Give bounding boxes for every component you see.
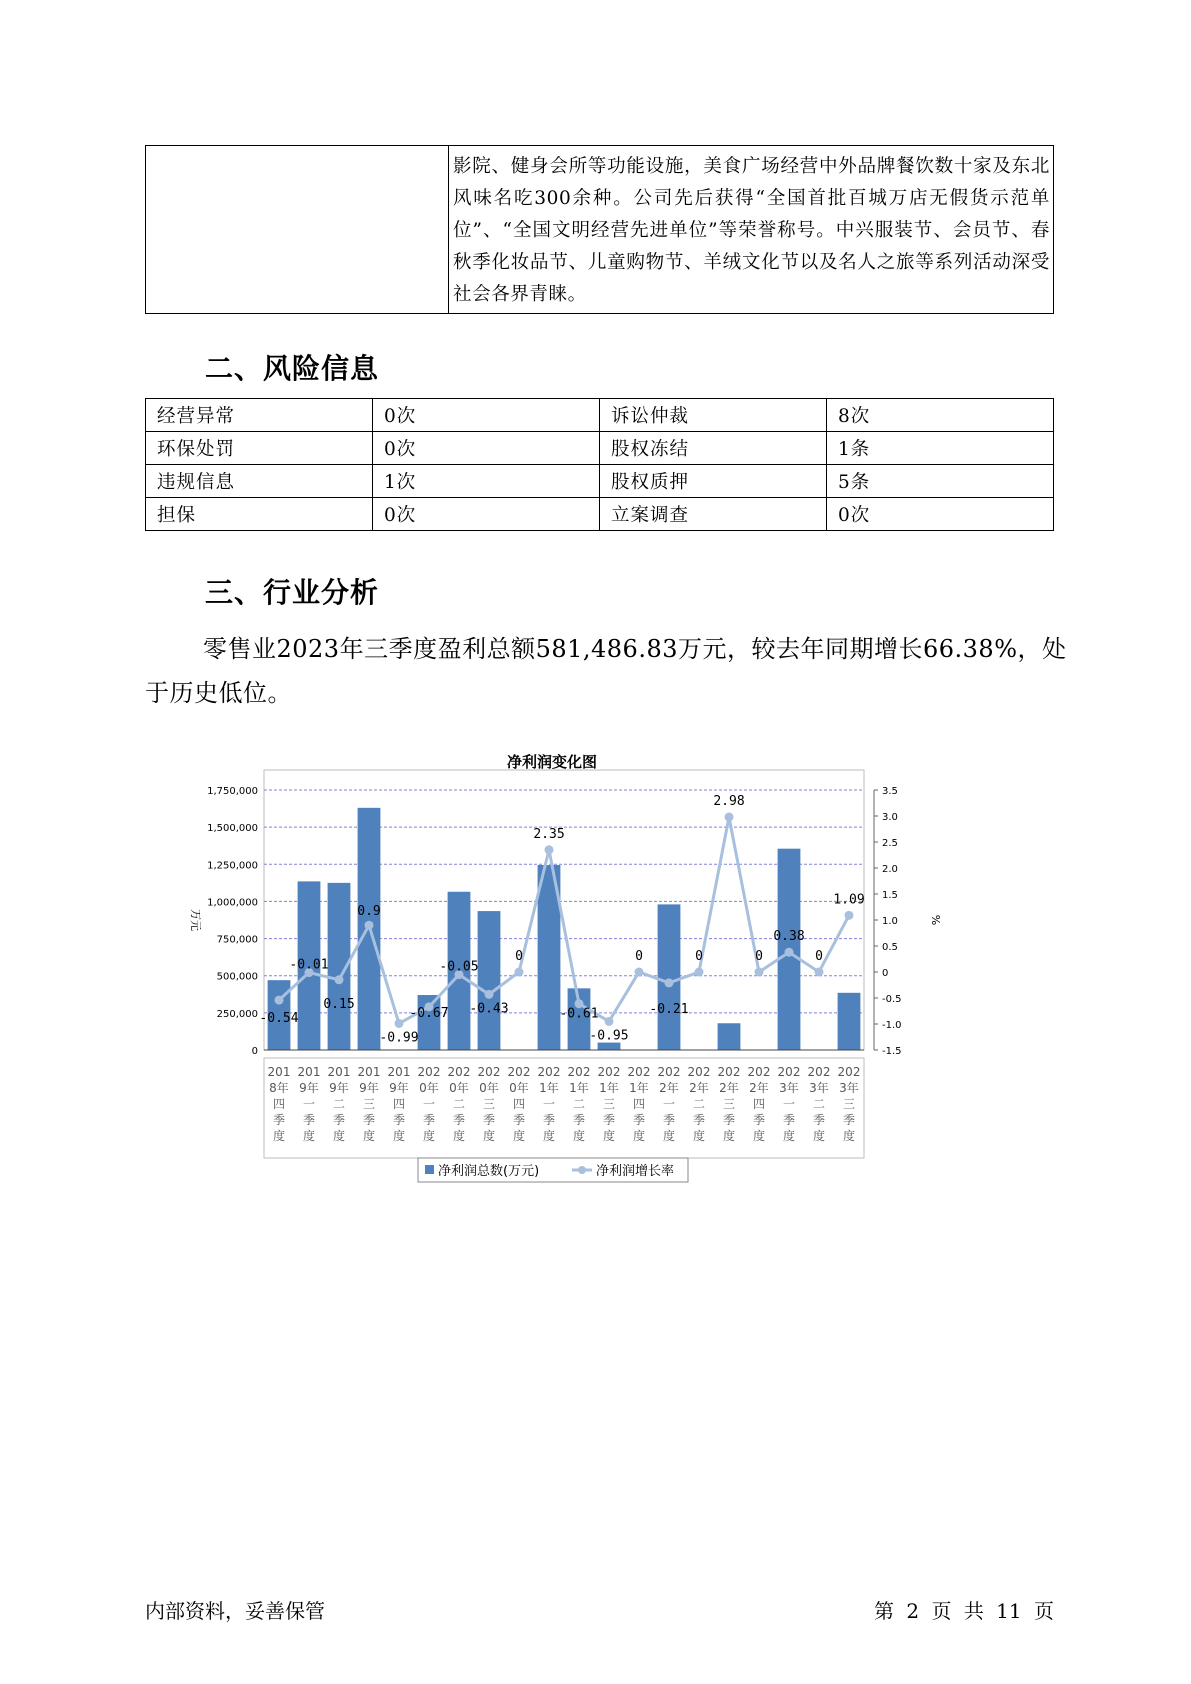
risk-row bbox=[146, 399, 1054, 432]
growth-rate-data-label: -0.54 bbox=[259, 1011, 299, 1027]
risk-row bbox=[146, 498, 1054, 531]
growth-rate-point bbox=[755, 968, 764, 977]
right-axis-tick-label: 1.5 bbox=[882, 890, 898, 901]
category-label: 202 0年二季度 bbox=[447, 1065, 471, 1143]
right-axis-tick-label: -0.5 bbox=[882, 994, 902, 1005]
category-label: 202 1年三季度 bbox=[597, 1065, 621, 1143]
category-label: 202 1年一季度 bbox=[537, 1065, 561, 1143]
category-label: 201 9年三季度 bbox=[357, 1065, 381, 1143]
chart-title: 净利润变化图 bbox=[506, 753, 598, 771]
risk-value: 1次 bbox=[373, 465, 600, 498]
risk-label: 股权质押 bbox=[600, 465, 827, 498]
category-label: 201 9年二季度 bbox=[327, 1065, 351, 1143]
category-label: 202 3年二季度 bbox=[807, 1065, 831, 1143]
category-label: 201 9年一季度 bbox=[297, 1065, 321, 1143]
growth-rate-data-label: -0.95 bbox=[589, 1028, 629, 1044]
growth-rate-point bbox=[635, 968, 644, 977]
right-axis-tick-label: 1.0 bbox=[882, 916, 898, 927]
right-axis-tick-label: 0 bbox=[882, 968, 889, 979]
growth-rate-data-label: -0.05 bbox=[439, 959, 479, 975]
growth-rate-point bbox=[605, 1017, 614, 1026]
right-axis-tick-label: 0.5 bbox=[882, 942, 898, 953]
industry-heading: 三、行业分析 bbox=[205, 576, 380, 609]
growth-rate-data-label: 0 bbox=[755, 949, 763, 964]
risk-label: 立案调查 bbox=[600, 498, 827, 531]
risk-value: 0次 bbox=[373, 399, 600, 432]
risk-label: 诉讼仲裁 bbox=[600, 399, 827, 432]
category-label: 202 0年四季度 bbox=[507, 1065, 531, 1143]
risk-row bbox=[146, 432, 1054, 465]
growth-rate-data-label: 0 bbox=[515, 949, 523, 964]
growth-rate-data-label: 0.38 bbox=[773, 929, 805, 945]
growth-rate-data-label: 2.35 bbox=[533, 826, 565, 842]
risk-value: 1条 bbox=[827, 432, 1054, 465]
net-profit-chart bbox=[180, 740, 940, 1200]
left-axis-tick-label: 1,000,000 bbox=[207, 897, 258, 909]
category-label: 201 9年四季度 bbox=[387, 1065, 411, 1143]
left-axis-tick-label: 1,250,000 bbox=[207, 860, 258, 872]
growth-rate-data-label: -0.21 bbox=[649, 1001, 689, 1017]
growth-rate-data-label: 2.98 bbox=[713, 794, 745, 810]
category-label: 202 0年一季度 bbox=[417, 1065, 441, 1143]
growth-rate-point bbox=[515, 968, 524, 977]
right-axis-tick-label: 3.0 bbox=[882, 812, 898, 823]
risk-label: 违规信息 bbox=[146, 465, 373, 498]
right-axis-tick-label: 3.5 bbox=[882, 786, 898, 797]
category-label: 202 3年三季度 bbox=[837, 1065, 861, 1143]
risk-label: 环保处罚 bbox=[146, 432, 373, 465]
growth-rate-point bbox=[485, 990, 494, 999]
growth-rate-data-label: -0.99 bbox=[379, 1030, 419, 1046]
category-label: 202 0年三季度 bbox=[477, 1065, 501, 1143]
category-label: 202 2年四季度 bbox=[747, 1065, 771, 1143]
category-label: 202 2年一季度 bbox=[657, 1065, 681, 1143]
legend-bar-label: 净利润总数(万元) bbox=[438, 1164, 540, 1179]
growth-rate-point bbox=[815, 968, 824, 977]
risk-label: 担保 bbox=[146, 498, 373, 531]
risk-value: 5条 bbox=[827, 465, 1054, 498]
industry-paragraph-text: 零售业2023年三季度盈利总额581,486.83万元，较去年同期增长66.38%，处于历史低位。 bbox=[145, 635, 1067, 707]
risk-value: 8次 bbox=[827, 399, 1054, 432]
growth-rate-data-label: 0 bbox=[635, 949, 643, 964]
right-axis-tick-label: -1.0 bbox=[882, 1020, 902, 1031]
growth-rate-data-label: 0 bbox=[815, 949, 823, 964]
legend-bar-swatch bbox=[425, 1165, 434, 1174]
risk-label: 股权冻结 bbox=[600, 432, 827, 465]
growth-rate-point bbox=[725, 813, 734, 822]
growth-rate-point bbox=[665, 978, 674, 987]
right-axis-tick-label: -1.5 bbox=[882, 1046, 902, 1057]
growth-rate-data-label: 1.09 bbox=[833, 892, 865, 908]
growth-rate-data-label: -0.01 bbox=[289, 957, 329, 973]
category-label: 202 1年二季度 bbox=[567, 1065, 591, 1143]
right-axis-tick-label: 2.5 bbox=[882, 838, 898, 849]
left-axis-tick-label: 750,000 bbox=[216, 934, 258, 946]
growth-rate-data-label: 0 bbox=[695, 949, 703, 964]
bar bbox=[598, 1043, 621, 1050]
growth-rate-point bbox=[395, 1019, 404, 1028]
right-axis-tick-label: 2.0 bbox=[882, 864, 898, 875]
category-label: 202 1年四季度 bbox=[627, 1065, 651, 1143]
growth-rate-data-label: -0.43 bbox=[469, 1001, 509, 1017]
company-intro-table bbox=[145, 145, 1054, 314]
bar bbox=[478, 911, 501, 1050]
legend-line-marker bbox=[578, 1166, 586, 1174]
left-axis-tick-label: 1,500,000 bbox=[207, 823, 258, 835]
growth-rate-point bbox=[365, 921, 374, 930]
bar bbox=[718, 1023, 741, 1050]
growth-rate-point bbox=[275, 996, 284, 1005]
category-label-area bbox=[264, 1058, 864, 1158]
bar bbox=[658, 904, 681, 1050]
right-axis-title: % bbox=[929, 914, 942, 926]
growth-rate-data-label: -0.61 bbox=[559, 1006, 599, 1022]
intro-label-cell bbox=[146, 146, 449, 314]
bar bbox=[838, 993, 861, 1050]
growth-rate-data-label: 0.9 bbox=[357, 904, 381, 920]
growth-rate-data-label: 0.15 bbox=[323, 996, 355, 1012]
risk-value: 0次 bbox=[373, 432, 600, 465]
growth-rate-point bbox=[335, 975, 344, 984]
intro-text-cell bbox=[449, 146, 1054, 314]
left-axis-tick-label: 500,000 bbox=[216, 971, 258, 983]
footer-page-number: 第 2 页 共 11 页 bbox=[874, 1599, 1054, 1623]
growth-rate-point bbox=[545, 845, 554, 854]
risk-value: 0次 bbox=[373, 498, 600, 531]
industry-paragraph bbox=[145, 627, 1075, 715]
footer-confidential: 内部资料，妥善保管 bbox=[145, 1599, 325, 1623]
risk-table bbox=[145, 398, 1054, 531]
risk-heading: 二、风险信息 bbox=[205, 352, 380, 385]
left-axis-tick-label: 1,750,000 bbox=[207, 786, 258, 797]
intro-text: 影院、健身会所等功能设施，美食广场经营中外品牌餐饮数十家及东北风味名吃300余种。公司先后获得“全国首批百城万店无假货示范单位”、“全国文明经营先进单位”等荣誉称号。中兴服装节、会员节、春秋季化妆品节、儿童购物节、羊绒文化节以及名人之旅等系列活动深受社会各界青睐。 bbox=[453, 156, 1050, 305]
category-label: 202 2年二季度 bbox=[687, 1065, 711, 1143]
category-label: 202 3年一季度 bbox=[777, 1065, 801, 1143]
legend-line-label: 净利润增长率 bbox=[596, 1164, 675, 1179]
risk-value: 0次 bbox=[827, 498, 1054, 531]
risk-label: 经营异常 bbox=[146, 399, 373, 432]
growth-rate-point bbox=[845, 911, 854, 920]
category-label: 201 8年四季度 bbox=[267, 1065, 291, 1143]
left-axis-tick-label: 250,000 bbox=[216, 1008, 258, 1020]
risk-row bbox=[146, 465, 1054, 498]
growth-rate-point bbox=[695, 968, 704, 977]
left-axis-tick-label: 0 bbox=[251, 1046, 258, 1057]
growth-rate-point bbox=[785, 948, 794, 957]
left-axis-title: 万元 bbox=[189, 909, 202, 931]
category-label: 202 2年三季度 bbox=[717, 1065, 741, 1143]
growth-rate-data-label: -0.67 bbox=[409, 1005, 449, 1021]
